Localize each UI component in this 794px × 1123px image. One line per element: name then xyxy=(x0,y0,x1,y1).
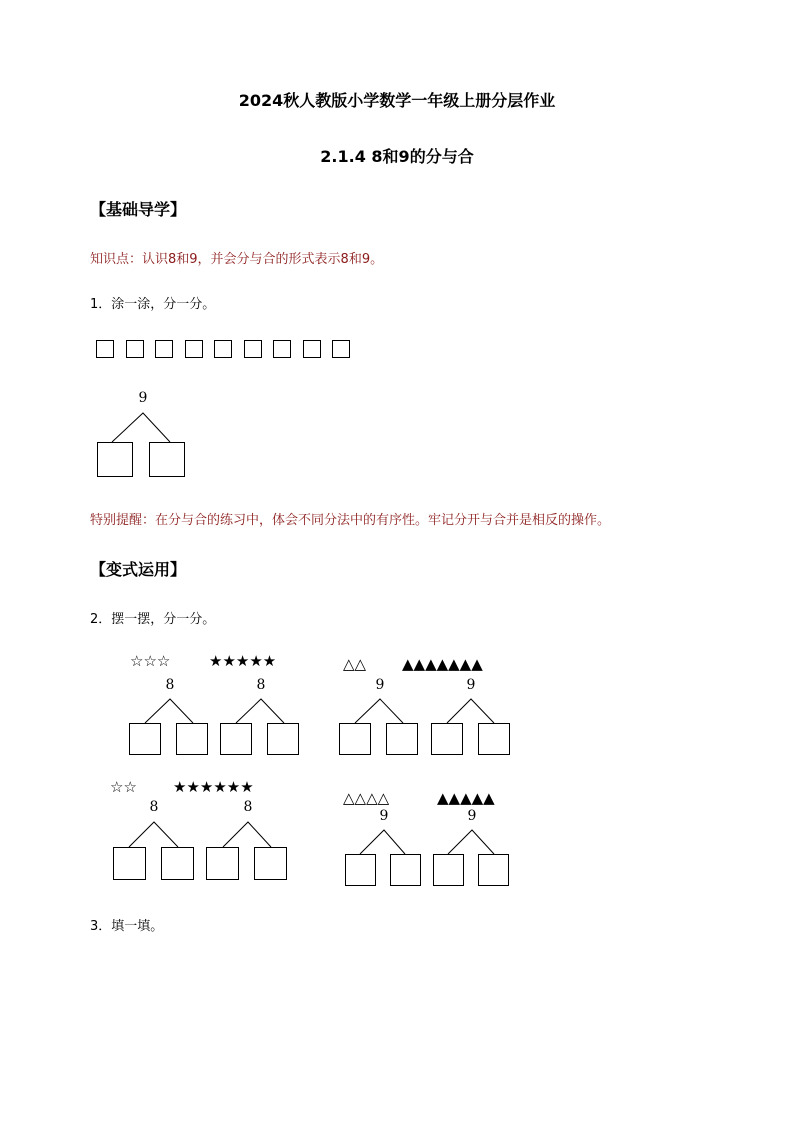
q1-number: 9 xyxy=(138,390,148,406)
g4-box-4[interactable] xyxy=(478,854,509,886)
g4-box-3[interactable] xyxy=(433,854,464,886)
special-reminder: 特别提醒：在分与合的练习中，体会不同分法中的有序性。牢记分开与合并是相反的操作。 xyxy=(90,513,611,528)
hollow-triangle-group-2: △△ xyxy=(343,655,367,673)
hollow-star-group-3: ☆☆ xyxy=(110,778,137,796)
g3-box-1[interactable] xyxy=(113,847,146,880)
knowledge-point: 知识点：认识8和9，并会分与合的形式表示8和9。 xyxy=(90,252,384,267)
section-heading-basic: 【基础导学】 xyxy=(90,200,187,219)
g2-branch-a xyxy=(355,699,403,723)
filled-star-group-1: ★★★★★ xyxy=(209,652,277,670)
q1-answer-box-right[interactable] xyxy=(149,442,185,477)
g3-branch-b xyxy=(223,822,271,847)
q1-branch xyxy=(112,413,170,442)
q1-color-square[interactable] xyxy=(214,340,232,358)
g2-box-1[interactable] xyxy=(339,723,371,755)
g2-number-a: 9 xyxy=(375,677,385,693)
page-subtitle: 2.1.4 8和9的分与合 xyxy=(320,147,474,166)
g4-branch-a xyxy=(360,830,405,854)
g1-box-4[interactable] xyxy=(267,723,299,755)
g3-number-a: 8 xyxy=(149,799,159,815)
hollow-star-group-1: ☆☆☆ xyxy=(130,652,171,670)
q1-color-square[interactable] xyxy=(303,340,321,358)
g1-branch-b xyxy=(236,699,284,723)
q1-color-square[interactable] xyxy=(155,340,173,358)
g2-branch-b xyxy=(447,699,494,723)
filled-triangle-group-4: ▲▲▲▲▲ xyxy=(437,789,495,807)
g2-box-3[interactable] xyxy=(431,723,463,755)
q1-color-square[interactable] xyxy=(185,340,203,358)
hollow-triangle-group-4: △△△△ xyxy=(343,789,390,807)
g2-box-4[interactable] xyxy=(478,723,510,755)
question-2-label: 2．摆一摆，分一分。 xyxy=(90,612,216,627)
g1-branch-a xyxy=(145,699,193,723)
question-3-label: 3．填一填。 xyxy=(90,919,164,934)
g2-box-2[interactable] xyxy=(386,723,418,755)
question-1-label: 1．涂一涂，分一分。 xyxy=(90,297,216,312)
q1-answer-box-left[interactable] xyxy=(97,442,133,477)
g4-box-1[interactable] xyxy=(345,854,376,886)
g1-box-1[interactable] xyxy=(129,723,161,755)
q1-color-square[interactable] xyxy=(96,340,114,358)
q1-color-square[interactable] xyxy=(126,340,144,358)
g3-box-3[interactable] xyxy=(206,847,239,880)
g1-number-b: 8 xyxy=(256,677,266,693)
g2-number-b: 9 xyxy=(466,677,476,693)
g3-box-2[interactable] xyxy=(161,847,194,880)
g3-box-4[interactable] xyxy=(254,847,287,880)
q1-color-square[interactable] xyxy=(332,340,350,358)
q1-color-square[interactable] xyxy=(244,340,262,358)
g1-box-2[interactable] xyxy=(176,723,208,755)
g4-branch-b xyxy=(448,830,494,854)
filled-star-group-3: ★★★★★★ xyxy=(173,778,254,796)
g3-branch-a xyxy=(129,822,178,847)
section-heading-variation: 【变式运用】 xyxy=(90,560,187,579)
page-title: 2024秋人教版小学数学一年级上册分层作业 xyxy=(238,91,556,110)
g4-number-a: 9 xyxy=(379,808,389,824)
g1-box-3[interactable] xyxy=(220,723,252,755)
filled-triangle-group-2: ▲▲▲▲▲▲▲ xyxy=(402,655,483,673)
q1-color-square[interactable] xyxy=(273,340,291,358)
g1-number-a: 8 xyxy=(165,677,175,693)
g4-box-2[interactable] xyxy=(390,854,421,886)
g4-number-b: 9 xyxy=(467,808,477,824)
g3-number-b: 8 xyxy=(243,799,253,815)
